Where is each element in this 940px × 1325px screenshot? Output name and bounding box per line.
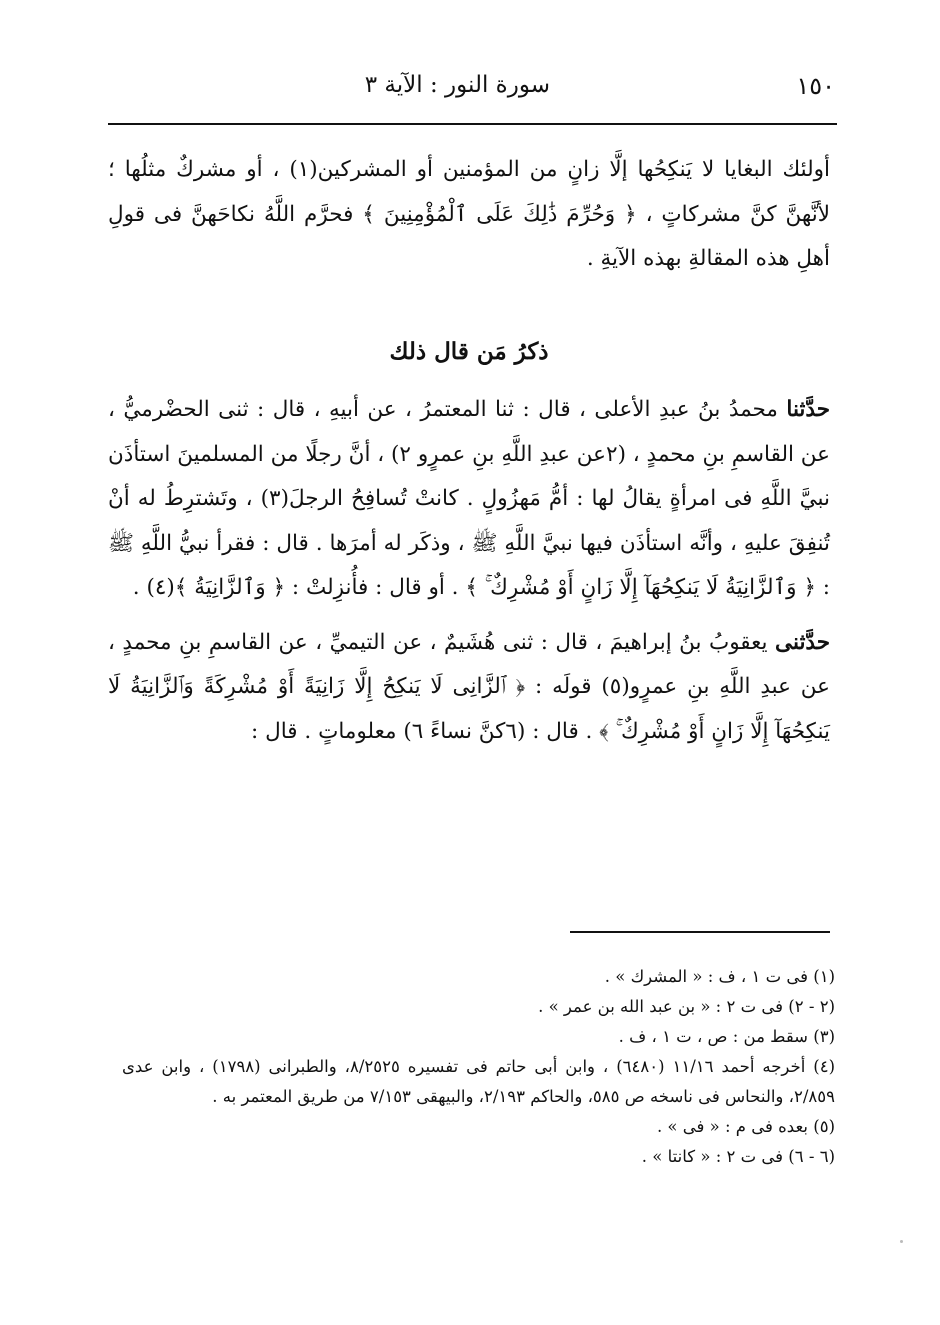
page-header xyxy=(110,72,835,112)
narration-2-lead: حدَّثنى xyxy=(775,629,830,655)
narration-2-text: يعقوبُ بنُ إبراهيمَ ، قال : ثنى هُشَيمٌ ، عن التيميِّ ، عن القاسمِ بنِ محمدٍ ، عن عبدِ اللَّهِ بنِ عمرٍو(٥) قولَه : ﴿ ٱلزَّانِى لَا يَنكِحُ إِلَّا زَانِيَةً أَوْ مُشْرِكَةً وَٱلزَّانِيَةُ لَا يَنكِحُهَآ إِلَّا زَانٍ أَوْ مُشْرِكٌ ۚ ﴾ . قال : (٦كنَّ نساءً ٦) معلوماتٍ . قال : xyxy=(108,629,830,744)
footnote-1: (١) فى ت ١ ، ف : « المشرك » . xyxy=(604,967,835,986)
footnote-5: (٥) بعده فى م : « فى » . xyxy=(656,1117,835,1136)
footnote-4: (٤) أخرجه أحمد ١١/١٦ (٦٤٨٠) ، وابن أبى حاتم فى تفسيره ٨/٢٥٢٥، والطبرانى (١٧٩٨) ، وابن عدى ٢/٨٥٩، والنحاس فى ناسخه ص ٥٨٥، والحاكم ٢/١٩٣، والبيهقى ٧/١٥٣ من طريق المعتمر به . xyxy=(122,1057,835,1106)
narration-1-lead: حدَّثنا xyxy=(786,397,830,422)
footnote-divider xyxy=(570,931,830,933)
narration-paragraph-1 xyxy=(108,388,830,611)
footnote-3: (٣) سقط من : ص ، ت ١ ، ف . xyxy=(618,1027,835,1046)
footnotes xyxy=(122,962,835,1172)
section-heading: ذكرُ مَن قال ذلك xyxy=(389,337,549,365)
running-title: سورة النور : الآية ٣ xyxy=(364,72,550,98)
footnote-6: (٦ - ٦) فى ت ٢ : « كانتا » . xyxy=(641,1147,835,1166)
header-divider xyxy=(108,123,837,125)
footnote-2: (٢ - ٢) فى ت ٢ : « بن عبد الله بن عمر » . xyxy=(538,997,835,1016)
main-text xyxy=(108,148,830,754)
narration-1-text: محمدُ بنُ عبدِ الأعلى ، قال : ثنا المعتمرُ ، عن أبيهِ ، قال : ثنى الحضْرميُّ ، عن القاسمِ بنِ محمدٍ ، (٢عن عبدِ اللَّهِ بنِ عمرٍو ٢) ، أنَّ رجلًا من المسلمينَ استأذَن نبيَّ اللَّهِ فى امرأةٍ يقالُ لها : أمُّ مَهزُولٍ . كانتْ تُسافِحُ الرجلَ(٣) ، وتَشترِطُ له أنْ تُنفِقَ عليهِ ، وأنَّه استأذَن فيها نبيَّ اللَّهِ ﷺ ، وذكَر له أمرَها . قال : فقرأ نبيُّ اللَّهِ ﷺ : ﴿ وَٱلزَّانِيَةُ لَا يَنكِحُهَآ إِلَّا زَانٍ أَوْ مُشْرِكٌ ۚ ﴾ . أو قال : فأُنزِلتْ : ﴿ وَٱلزَّانِيَةُ ﴾(٤) . xyxy=(108,397,831,600)
page-number: ١٥٠ xyxy=(796,72,835,100)
opening-paragraph: أولئك البغايا لا يَنكِحُها إلَّا زانٍ من المؤمنين أو المشركين(١) ، أو مشركٌ مثلُها ؛ لأنَّهنَّ كنَّ مشركاتٍ ، ﴿ وَحُرِّمَ ذَٰلِكَ عَلَى ٱلْمُؤْمِنِينَ ﴾ فحرَّم اللَّهُ نكاحَهنَّ فى قولِ أهلِ هذه المقالةِ بهذه الآيةِ . xyxy=(108,157,830,271)
narration-paragraph-2 xyxy=(108,621,830,755)
scan-speck xyxy=(900,1240,903,1243)
